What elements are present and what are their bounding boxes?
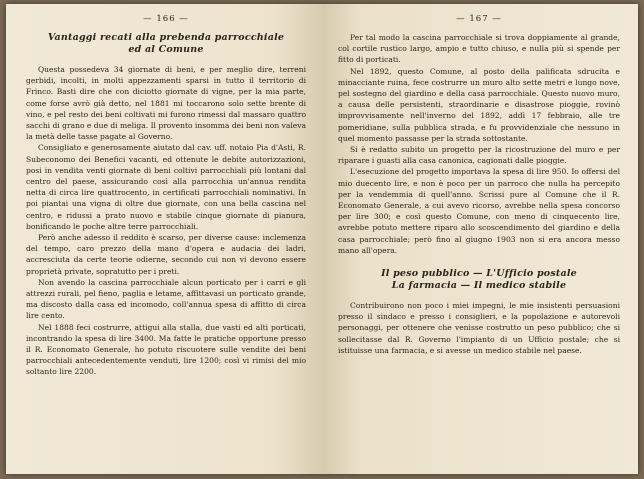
page-number-right: — 167 — <box>456 14 502 24</box>
paragraph: Per tal modo la cascina parrocchiale si trova doppiamente al grande, col cortile rustico largo, ampio e tutto chiuso, e nulla più si spende per fitto di porticati. <box>338 33 620 65</box>
heading-line: La farmacia — Il medico stabile <box>391 280 567 292</box>
page-number-left: — 166 — <box>143 14 189 24</box>
heading-line: Il peso pubblico — L'Ufficio postale <box>381 268 577 280</box>
left-page <box>6 4 322 474</box>
paragraph: Consigliato e generosamente aiutato dal cav. uff. notaio Pia d'Asti, R. Subeconomo dei Benefici vacanti, ed ottenute le debite autorizzazioni, posi in vendita venti giornate di beni coltivi parrocchiali più lontani dal centro del paese, assicurando così alla parrocchia un'annua rendita netta di circa lire quattrocento, in certificati parrocchiali nominativi. In poi piantai una vigna di oltre due giornate, con una bella cascina nel centro, e ridussi a prato nuovo e stabile cinque giornate di pianura, bonificando le poche altre terre parrocchiali. <box>26 143 306 231</box>
heading-line: Vantaggi recati alla prebenda parrocchiale <box>47 32 285 43</box>
paragraph: Nel 1892, questo Comune, al posto della palificata sdrucita e minacciante ruina, fece costrurre un muro alto sette metri e lungo nove, pel sostegno del giardino e della casa parrocchiale. Questo nuovo muro, a causa delle persistenti, straordinarie e disastrose pioggie, rovinò improvvisamente nell'inverno del 1892, addì 17 febbraio, alle tre pomeridiane, sulla pubblica strada, e fu provvidenziale che nessuno in quel momento passasse per la strada sottostante. <box>338 66 620 143</box>
heading-line: ed al Comune <box>128 44 204 55</box>
paragraph: Nel 1888 feci costrurre, attigui alla stalla, due vasti ed alti porticati, incontrando la spesa di lire 3400. Ma fatte le pratiche opportune presso il R. Economato Generale, ho potuto riscuotere sulle vendite dei beni parrocchiali antecedentemente venduti, lire 1200; così vi rimisi del mio soltanto lire 2200. <box>26 322 306 377</box>
paragraph: Però anche adesso il reddito è scarso, per diverse cause: inclemenza del tempo, caro prezzo della mano d'opera e audacia dei ladri, accresciuta da certe teorie odierne, secondo cui non vi devono essere proprietà private, sopratutto per i preti. <box>26 233 306 276</box>
paragraph: L'esecuzione del progetto importava la spesa di lire 950. Io offersi del mio duecento lire, e non è poco per un parroco che nulla ha percepito per la vendemmia di quell'anno. Scrissi pure al Comune che il R. Economato Generale, a cui avevo ricorso, avrebbe nella spesa concorso per lire 300; e così questo Comune, con meno di cinquecento lire, avrebbe potuto mettere riparo allo scoscendimento del giardino e della casa parrocchiale; però fino al giugno 1903 non si era ancora messo mano all'opera. <box>338 167 620 255</box>
paragraph: Non avendo la cascina parrocchiale alcun porticato per i carri e gli attrezzi rurali, pel fieno, paglia e letame, affittavasi un porticato grande, ma discosto dalla casa ed incomodo, coll'annua spesa di affitto di circa lire cento. <box>26 277 306 321</box>
book-spread <box>6 4 638 474</box>
section-heading-peso-pubblico <box>338 268 620 292</box>
right-page <box>322 4 638 474</box>
paragraph: Si è redatto subito un progetto per la ricostruzione del muro e per riparare i guasti alla casa canonica, cagionati dalle pioggie. <box>338 145 620 166</box>
paragraph: Questa possedeva 34 giornate di beni, e per meglio dire, terreni gerbidi, incolti, in molti appezzamenti sparsi in tutto il territorio di Frinco. Basti dire che con diciotto giornate di vigne, per la mia parte, come forse avrò già detto, nel 1881 mi toccarono solo sette brente di vino, e pel resto dei beni coltivati mi furono rimessi dal massaro quattro sacchi di grano e due di meliga. Il provento insomma dei beni non valeva la metà delle tasse pagate al Governo. <box>26 65 306 142</box>
paragraph: Contribuirono non poco i miei impegni, le mie insistenti persuasioni presso il sindaco e presso i consiglieri, e la popolazione e autorevoli personaggi, per ottenere che venisse costrutto un peso pubblico; che si sollecitasse dal R. Governo l'impianto di un Ufficio postale; che si istituisse una farmacia, e si avesse un medico stabile nel paese. <box>338 301 620 355</box>
section-heading-vantaggi <box>26 32 306 56</box>
